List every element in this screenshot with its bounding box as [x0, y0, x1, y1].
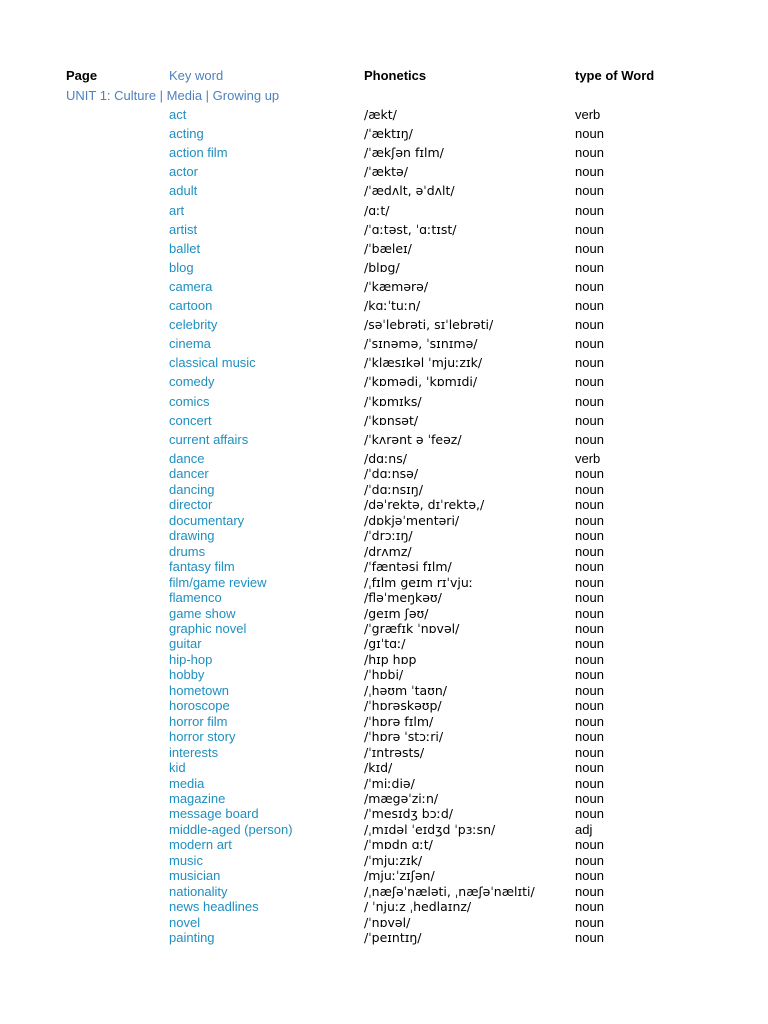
key-word-cell: hobby — [169, 667, 205, 683]
word-type-cell: verb — [575, 107, 601, 122]
phonetics-cell: /geɪm ʃəʊ/ — [364, 605, 429, 621]
table-row — [0, 837, 768, 853]
table-row — [0, 884, 768, 900]
key-word-cell: camera — [169, 278, 213, 294]
table-row — [0, 145, 768, 161]
table-row — [0, 544, 768, 560]
phonetics-cell: /ˌfɪlm geɪm rɪˈvjuː — [364, 574, 473, 590]
key-word-cell: comedy — [169, 374, 215, 390]
header-type-of-word: type of Word — [575, 68, 655, 83]
phonetics-cell: /ˈpeɪntɪŋ/ — [364, 930, 422, 945]
phonetics-cell: /kɪd/ — [364, 760, 393, 775]
word-type-cell: noun — [575, 221, 604, 237]
table-row — [0, 497, 768, 513]
phonetics-cell: /ˈdɑːnsɪŋ/ — [364, 481, 423, 497]
key-word-cell: cinema — [169, 336, 211, 352]
table-row — [0, 806, 768, 822]
phonetics-cell: /ˈnɒvəl/ — [364, 914, 411, 930]
key-word-cell: modern art — [169, 837, 232, 853]
key-word-cell: news headlines — [169, 899, 259, 914]
key-word-cell: concert — [169, 412, 212, 428]
table-row — [0, 394, 768, 410]
key-word-cell: musician — [169, 868, 221, 884]
word-type-cell: noun — [575, 621, 604, 636]
phonetics-cell: /ˌnæʃəˈnæləti, ˌnæʃəˈnælɪti/ — [364, 883, 535, 899]
phonetics-cell: /ˈhɒbi/ — [364, 667, 404, 683]
key-word-cell: current affairs — [169, 431, 249, 447]
table-row — [0, 853, 768, 869]
key-word-cell: hip-hop — [169, 651, 213, 667]
word-type-cell: noun — [575, 713, 604, 729]
phonetics-cell: /drʌmz/ — [364, 543, 412, 559]
key-word-cell: middle-aged (person) — [169, 821, 293, 837]
phonetics-cell: /ˈmesɪdʒ bɔːd/ — [364, 806, 453, 822]
word-type-cell: noun — [575, 651, 604, 667]
table-row — [0, 621, 768, 637]
key-word-cell: novel — [169, 914, 201, 930]
key-word-cell: director — [169, 497, 213, 513]
table-row — [0, 636, 768, 652]
phonetics-cell: /ˈmjuːzɪk/ — [364, 852, 423, 868]
table-row — [0, 729, 768, 745]
word-type-cell: noun — [575, 126, 604, 142]
table-row — [0, 164, 768, 180]
phonetics-cell: /ˈklæsɪkəl ˈmjuːzɪk/ — [364, 355, 483, 371]
key-word-cell: horoscope — [169, 698, 230, 714]
key-word-cell: act — [169, 107, 187, 122]
table-row — [0, 203, 768, 219]
word-type-cell: noun — [575, 431, 604, 447]
header-phonetics: Phonetics — [364, 68, 427, 83]
phonetics-cell: /ˈbæleɪ/ — [364, 240, 412, 256]
table-row — [0, 760, 768, 776]
word-type-cell: noun — [575, 259, 604, 275]
word-type-cell: noun — [575, 145, 604, 161]
table-row — [0, 776, 768, 792]
word-type-cell: noun — [575, 914, 604, 930]
phonetics-cell: /dɒkjəˈmentəri/ — [364, 512, 460, 528]
word-type-cell: noun — [575, 729, 604, 745]
key-word-cell: documentary — [169, 512, 245, 528]
word-type-cell: noun — [575, 667, 604, 683]
table-row — [0, 126, 768, 142]
table-row — [0, 413, 768, 429]
table-row — [0, 466, 768, 482]
table-row — [0, 355, 768, 371]
table-row — [0, 183, 768, 199]
table-row — [0, 513, 768, 529]
key-word-cell: guitar — [169, 636, 202, 652]
phonetics-cell: /blɒg/ — [364, 259, 400, 275]
phonetics-cell: /ˈæktə/ — [364, 164, 408, 180]
key-word-cell: ballet — [169, 240, 201, 256]
phonetics-cell: /ˈæktɪŋ/ — [364, 126, 413, 142]
table-row — [0, 899, 768, 915]
word-type-cell: noun — [575, 636, 604, 652]
phonetics-cell: /ˌmɪdəl ˈeɪdʒd ˈpɜːsn/ — [364, 821, 496, 837]
phonetics-cell: /dɑːns/ — [364, 451, 407, 466]
word-type-cell: noun — [575, 393, 604, 409]
word-type-cell: noun — [575, 183, 604, 199]
word-type-cell: adj — [575, 821, 593, 837]
table-row — [0, 667, 768, 683]
table-row — [0, 451, 768, 467]
word-type-cell: noun — [575, 466, 604, 482]
key-word-cell: classical music — [169, 355, 256, 371]
key-word-cell: celebrity — [169, 317, 218, 333]
word-type-cell: noun — [575, 481, 604, 497]
key-word-cell: drawing — [169, 528, 215, 544]
key-word-cell: music — [169, 852, 203, 868]
table-row — [0, 528, 768, 544]
phonetics-cell: /hɪp hɒp — [364, 651, 417, 667]
word-type-cell: noun — [575, 317, 604, 333]
table-row — [0, 698, 768, 714]
key-word-cell: comics — [169, 393, 210, 409]
key-word-cell: horror story — [169, 729, 236, 745]
phonetics-cell: /ˈkɒmɪks/ — [364, 393, 422, 409]
phonetics-cell: /səˈlebrəti, sɪˈlebrəti/ — [364, 317, 494, 333]
table-row — [0, 714, 768, 730]
key-word-cell: nationality — [169, 883, 228, 899]
key-word-cell: adult — [169, 183, 198, 199]
phonetics-cell: /mægəˈziːn/ — [364, 790, 439, 806]
table-row — [0, 606, 768, 622]
table-row — [0, 279, 768, 295]
table-row — [0, 575, 768, 591]
phonetics-cell: /ˈkʌrənt ə ˈfeəz/ — [364, 431, 462, 447]
word-type-cell: noun — [575, 497, 604, 513]
phonetics-cell: /ˈædʌlt, əˈdʌlt/ — [364, 183, 455, 199]
word-type-cell: noun — [575, 806, 604, 822]
word-type-cell: noun — [575, 760, 604, 775]
word-type-cell: noun — [575, 543, 604, 559]
word-type-cell: noun — [575, 899, 604, 914]
word-type-cell: noun — [575, 682, 604, 698]
phonetics-cell: /ˈkɒmədi, ˈkɒmɪdi/ — [364, 374, 478, 390]
table-row — [0, 222, 768, 238]
phonetics-cell: /ˈɑːtəst, ˈɑːtɪst/ — [364, 221, 457, 237]
word-type-cell: noun — [575, 883, 604, 899]
key-word-cell: magazine — [169, 790, 226, 806]
key-word-cell: action film — [169, 145, 228, 161]
table-row — [0, 915, 768, 931]
phonetics-cell: /ˈgræfɪk ˈnɒvəl/ — [364, 621, 460, 636]
table-row — [0, 298, 768, 314]
key-word-cell: message board — [169, 806, 259, 822]
word-type-cell: noun — [575, 298, 604, 313]
word-type-cell: noun — [575, 868, 604, 884]
phonetics-cell: /ˈkɒnsət/ — [364, 412, 419, 428]
table-row — [0, 432, 768, 448]
table-row — [0, 745, 768, 761]
table-row — [0, 374, 768, 390]
word-type-cell: noun — [575, 374, 604, 390]
phonetics-cell: /ˈmɒdn ɑːt/ — [364, 837, 433, 853]
word-type-cell: noun — [575, 336, 604, 352]
phonetics-cell: /ˈkæmərə/ — [364, 278, 429, 294]
key-word-cell: acting — [169, 126, 204, 142]
table-row — [0, 590, 768, 606]
table-row — [0, 107, 768, 123]
phonetics-cell: / ˈnjuːz ˌhedlaɪnz/ — [364, 899, 472, 914]
key-word-cell: actor — [169, 164, 198, 180]
word-type-cell: noun — [575, 278, 604, 294]
word-type-cell: noun — [575, 412, 604, 428]
table-row — [0, 822, 768, 838]
key-word-cell: interests — [169, 744, 219, 760]
word-type-cell: noun — [575, 698, 604, 714]
phonetics-cell: /ɑːt/ — [364, 202, 390, 218]
word-type-cell: noun — [575, 528, 604, 544]
key-word-cell: dancing — [169, 481, 215, 497]
phonetics-cell: /ˈækʃən fɪlm/ — [364, 145, 444, 161]
key-word-cell: dancer — [169, 466, 209, 482]
table-row — [0, 241, 768, 257]
word-type-cell: noun — [575, 559, 604, 575]
unit-title: UNIT 1: Culture | Media | Growing up — [66, 88, 280, 103]
phonetics-cell: /ˈhɒrəskəʊp/ — [364, 698, 442, 714]
word-type-cell: noun — [575, 605, 604, 621]
table-row — [0, 336, 768, 352]
key-word-cell: graphic novel — [169, 621, 247, 636]
word-type-cell: verb — [575, 451, 601, 466]
phonetics-cell: /ˈdɑːnsə/ — [364, 466, 419, 482]
phonetics-cell: /fləˈmeŋkəʊ/ — [364, 590, 442, 605]
header-key-word: Key word — [169, 68, 224, 83]
word-type-cell: noun — [575, 512, 604, 528]
phonetics-cell: /ˈhɒrə fɪlm/ — [364, 713, 434, 729]
key-word-cell: horror film — [169, 713, 228, 729]
key-word-cell: art — [169, 202, 185, 218]
phonetics-cell: /ˈdrɔːɪŋ/ — [364, 528, 413, 544]
key-word-cell: hometown — [169, 682, 229, 698]
key-word-cell: drums — [169, 543, 206, 559]
table-row — [0, 260, 768, 276]
key-word-cell: kid — [169, 760, 186, 775]
phonetics-cell: /ˈfæntəsi fɪlm/ — [364, 559, 452, 575]
table-row — [0, 317, 768, 333]
word-type-cell: noun — [575, 574, 604, 590]
key-word-cell: blog — [169, 259, 194, 275]
word-type-cell: noun — [575, 590, 604, 605]
table-row — [0, 482, 768, 498]
word-type-cell: noun — [575, 355, 604, 371]
key-word-cell: film/game review — [169, 574, 267, 590]
key-word-cell: dance — [169, 451, 205, 466]
key-word-cell: fantasy film — [169, 559, 235, 575]
word-type-cell: noun — [575, 930, 604, 945]
phonetics-cell: /ˌhəʊm ˈtaʊn/ — [364, 682, 447, 698]
word-type-cell: noun — [575, 775, 604, 791]
word-type-cell: noun — [575, 240, 604, 256]
table-row — [0, 652, 768, 668]
phonetics-cell: /ˈɪntrəsts/ — [364, 744, 425, 760]
key-word-cell: cartoon — [169, 298, 213, 313]
phonetics-cell: /kɑːˈtuːn/ — [364, 298, 421, 313]
header-page: Page — [66, 68, 98, 83]
phonetics-cell: /dəˈrektə, dɪˈrektə,/ — [364, 497, 485, 513]
key-word-cell: game show — [169, 605, 236, 621]
word-type-cell: noun — [575, 164, 604, 180]
key-word-cell: media — [169, 775, 205, 791]
key-word-cell: painting — [169, 930, 215, 945]
phonetics-cell: /mjuːˈzɪʃən/ — [364, 868, 435, 884]
phonetics-cell: /ˈsɪnəmə, ˈsɪnɪmə/ — [364, 336, 478, 352]
key-word-cell: flamenco — [169, 590, 222, 605]
phonetics-cell: /ˈmiːdiə/ — [364, 775, 415, 791]
key-word-cell: artist — [169, 221, 198, 237]
table-row — [0, 868, 768, 884]
word-type-cell: noun — [575, 790, 604, 806]
phonetics-cell: /ækt/ — [364, 107, 397, 122]
phonetics-cell: /ˈhɒrə ˈstɔːri/ — [364, 729, 444, 745]
table-row — [0, 559, 768, 575]
word-type-cell: noun — [575, 202, 604, 218]
table-row — [0, 930, 768, 946]
phonetics-cell: /gɪˈtɑː/ — [364, 636, 406, 652]
word-type-cell: noun — [575, 744, 604, 760]
word-type-cell: noun — [575, 852, 604, 868]
table-row — [0, 683, 768, 699]
word-type-cell: noun — [575, 837, 604, 853]
table-row — [0, 791, 768, 807]
